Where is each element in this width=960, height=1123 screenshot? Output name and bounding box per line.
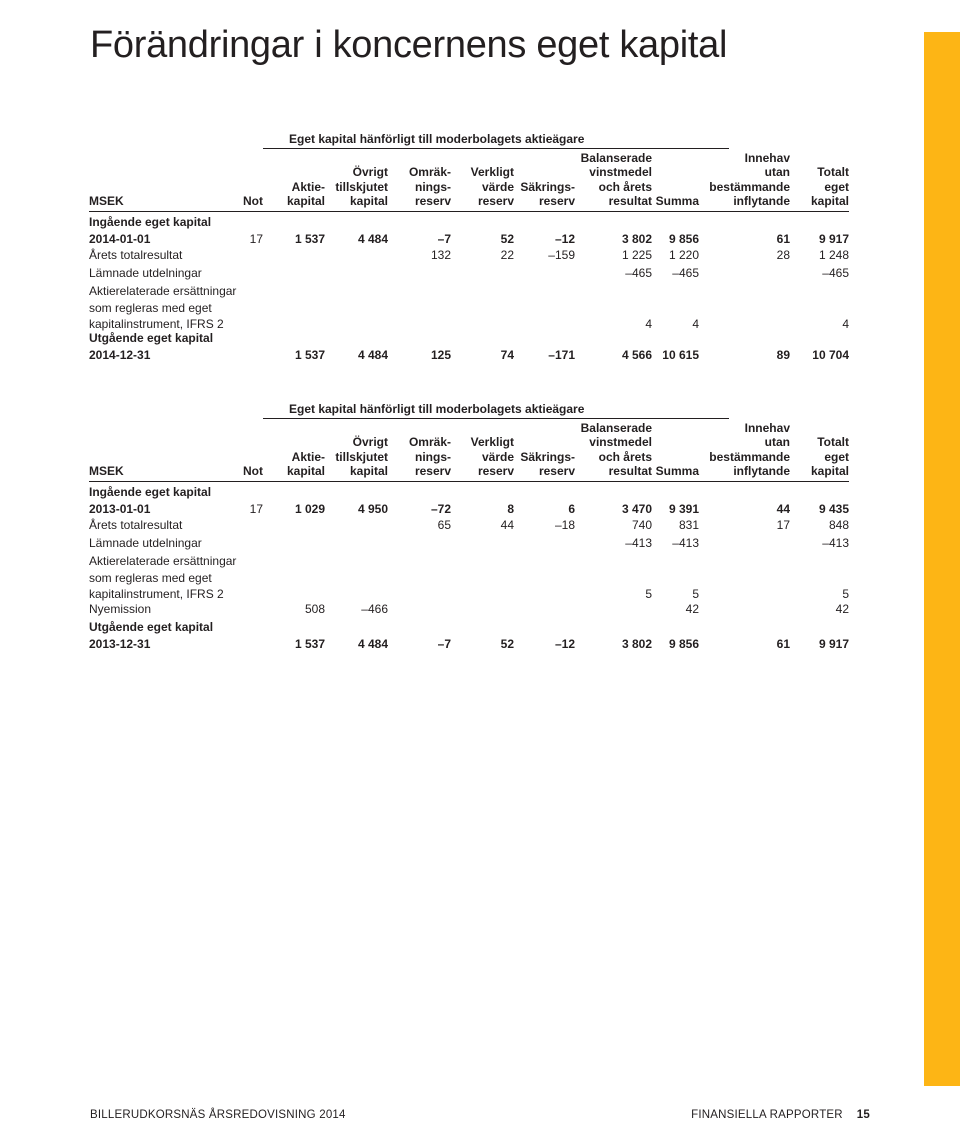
table-cell-sakrings: –18 (554, 518, 575, 532)
table-cell-verkligt: 52 (500, 636, 514, 651)
column-header-aktie: Aktie- (291, 179, 325, 194)
table-cell-balans: 3 470 (621, 501, 652, 516)
column-header-aktie: kapital (286, 194, 325, 208)
column-header-verkligt: värde (481, 179, 514, 194)
column-header-totalt: eget (824, 449, 849, 464)
footer-section (691, 1109, 870, 1121)
column-header-omrak: nings- (415, 179, 451, 194)
column-header-balans: resultat (608, 194, 652, 208)
table-cell-aktie: 1 029 (294, 501, 325, 516)
row-label: som regleras med eget (89, 570, 212, 585)
table-cell-totalt: 5 (842, 587, 849, 601)
column-header-verkligt: värde (481, 449, 514, 464)
column-header-totalt: eget (824, 179, 849, 194)
table-cell-summa: 9 856 (668, 636, 699, 651)
column-header-not: Not (243, 194, 263, 208)
column-header-not: Not (243, 464, 263, 478)
table-cell-totalt: 9 917 (818, 231, 849, 246)
column-header-sakrings: reserv (538, 464, 575, 478)
column-header-verkligt: reserv (477, 464, 514, 478)
table-cell-innehav: 44 (776, 501, 790, 516)
row-label: kapitalinstrument, IFRS 2 (89, 587, 224, 601)
table-cell-verkligt: 22 (500, 248, 514, 262)
column-header-balans: och årets (598, 179, 652, 194)
row-label: Ingående eget kapital (89, 485, 212, 499)
column-header-ovrigt: kapital (349, 464, 388, 478)
table-cell-totalt: 9 917 (818, 636, 849, 651)
table-cell-sakrings: 6 (568, 501, 575, 516)
column-header-omrak: reserv (414, 194, 451, 208)
table-cell-summa: 5 (692, 587, 699, 601)
row-label: Ingående eget kapital (89, 215, 212, 229)
table-cell-summa: 1 220 (668, 248, 699, 262)
table-cell-summa: 42 (685, 602, 699, 616)
column-header-innehav: inflytande (733, 194, 790, 208)
column-header-balans: Balanserade (580, 420, 652, 435)
column-header-omrak: Omräk- (408, 165, 451, 179)
column-header-innehav: Innehav (744, 420, 790, 435)
table-cell-omrak: –7 (437, 636, 451, 651)
table-cell-ovrigt: 4 484 (357, 636, 388, 651)
row-label: Utgående eget kapital (89, 620, 214, 634)
column-header-innehav: inflytande (733, 464, 790, 478)
column-header-verkligt: Verkligt (470, 165, 514, 179)
column-header-sakrings: Säkrings- (520, 449, 575, 464)
column-header-balans: vinstmedel (589, 165, 652, 179)
column-header-balans: resultat (608, 464, 652, 478)
table-cell-aktie: 1 537 (294, 636, 325, 651)
table-cell-totalt: 1 248 (818, 248, 849, 262)
table-cell-aktie: 508 (304, 602, 325, 616)
row-label: Utgående eget kapital (89, 331, 214, 345)
table-cell-summa: 9 856 (668, 231, 699, 246)
table-cell-totalt: 848 (828, 518, 849, 532)
table-cell-verkligt: 52 (500, 231, 514, 246)
column-header-verkligt: reserv (477, 194, 514, 208)
table-cell-totalt: –413 (822, 536, 849, 550)
column-header-totalt: Totalt (817, 435, 849, 449)
table-cell-innehav: 17 (776, 518, 790, 532)
column-header-innehav: bestämmande (709, 449, 790, 464)
table-cell-balans: 4 566 (621, 347, 652, 362)
column-header-sakrings: Säkrings- (520, 179, 575, 194)
group-header-rule (263, 148, 729, 149)
table-cell-aktie: 1 537 (294, 347, 325, 362)
equity-table-2013 (89, 402, 849, 652)
table-cell-ovrigt: 4 484 (357, 347, 388, 362)
header-rule (89, 481, 849, 482)
column-header-aktie: Aktie- (291, 449, 325, 464)
row-label: Årets totalresultat (89, 248, 183, 262)
row-label: Aktierelaterade ersättningar (89, 554, 237, 568)
column-header-omrak: Omräk- (408, 435, 451, 449)
column-header-verkligt: Verkligt (470, 435, 514, 449)
column-header-msek: MSEK (89, 464, 124, 478)
row-label: Årets totalresultat (89, 518, 183, 532)
table-cell-totalt: –465 (822, 266, 849, 280)
column-header-ovrigt: kapital (349, 194, 388, 208)
table-cell-innehav: 89 (776, 347, 790, 362)
table-cell-verkligt: 74 (500, 347, 514, 362)
row-label: som regleras med eget (89, 300, 212, 315)
column-header-omrak: reserv (414, 464, 451, 478)
accent-sidebar (924, 32, 960, 1086)
table-cell-summa: 9 391 (668, 501, 699, 516)
table-cell-balans: 1 225 (621, 248, 652, 262)
column-header-balans: Balanserade (580, 150, 652, 165)
column-header-balans: och årets (598, 449, 652, 464)
table-cell-ovrigt: 4 950 (357, 501, 388, 516)
table-cell-balans: 4 (645, 317, 652, 331)
column-header-aktie: kapital (286, 464, 325, 478)
table-cell-sakrings: –159 (548, 248, 575, 262)
column-header-balans: vinstmedel (589, 435, 652, 449)
column-header-ovrigt: Övrigt (352, 165, 388, 179)
row-label: Aktierelaterade ersättningar (89, 284, 237, 298)
column-header-summa: Summa (655, 194, 699, 208)
column-header-ovrigt: Övrigt (352, 435, 388, 449)
table-cell-summa: –465 (672, 266, 699, 280)
table-cell-balans: 3 802 (621, 636, 652, 651)
row-label: Lämnade utdelningar (89, 536, 202, 550)
page-title: Förändringar i koncernens eget kapital (90, 24, 728, 66)
group-header: Eget kapital hänförligt till moderbolagets aktieägare (289, 132, 585, 146)
row-label: 2014-01-01 (89, 231, 151, 246)
footer-report-name: BILLERUDKORSNÄS ÅRSREDOVISNING 2014 (90, 1109, 346, 1121)
row-label: Lämnade utdelningar (89, 266, 202, 280)
header-rule (89, 211, 849, 212)
table-cell-ovrigt: –466 (361, 602, 388, 616)
table-cell-sakrings: –12 (554, 636, 575, 651)
table-cell-balans: –465 (625, 266, 652, 280)
column-header-ovrigt: tillskjutet (335, 449, 388, 464)
footer-section-label: FINANSIELLA RAPPORTER (691, 1109, 843, 1121)
row-label: kapitalinstrument, IFRS 2 (89, 317, 224, 331)
table-cell-omrak: 132 (430, 248, 451, 262)
table-cell-totalt: 9 435 (818, 501, 849, 516)
table-cell-summa: 831 (678, 518, 699, 532)
table-cell-totalt: 4 (842, 317, 849, 331)
column-header-sakrings: reserv (538, 194, 575, 208)
table-cell-innehav: 28 (776, 248, 790, 262)
table-cell-summa: 4 (692, 317, 699, 331)
table-cell-aktie: 1 537 (294, 231, 325, 246)
column-header-omrak: nings- (415, 449, 451, 464)
row-label: 2014-12-31 (89, 347, 151, 362)
table-cell-totalt: 42 (835, 602, 849, 616)
table-cell-sakrings: –12 (554, 231, 575, 246)
table-cell-innehav: 61 (776, 231, 790, 246)
table-cell-innehav: 61 (776, 636, 790, 651)
column-header-totalt: kapital (810, 194, 849, 208)
column-header-ovrigt: tillskjutet (335, 179, 388, 194)
table-cell-summa: –413 (672, 536, 699, 550)
group-header-rule (263, 418, 729, 419)
column-header-innehav: utan (764, 435, 790, 449)
page-number: 15 (856, 1109, 870, 1121)
table-cell-totalt: 10 704 (812, 347, 849, 362)
column-header-totalt: Totalt (817, 165, 849, 179)
table-cell-not: 17 (249, 231, 263, 246)
table-cell-verkligt: 8 (507, 501, 514, 516)
table-cell-sakrings: –171 (548, 347, 575, 362)
column-header-innehav: Innehav (744, 150, 790, 165)
equity-table-2014 (89, 132, 849, 367)
column-header-innehav: utan (764, 165, 790, 179)
row-label: Nyemission (89, 602, 152, 616)
row-label: 2013-12-31 (89, 636, 151, 651)
table-cell-omrak: –72 (430, 501, 451, 516)
table-cell-balans: 3 802 (621, 231, 652, 246)
column-header-msek: MSEK (89, 194, 124, 208)
table-cell-ovrigt: 4 484 (357, 231, 388, 246)
table-cell-not: 17 (249, 501, 263, 516)
row-label: 2013-01-01 (89, 501, 151, 516)
table-cell-omrak: –7 (437, 231, 451, 246)
group-header: Eget kapital hänförligt till moderbolagets aktieägare (289, 402, 585, 416)
column-header-summa: Summa (655, 464, 699, 478)
table-cell-verkligt: 44 (500, 518, 514, 532)
table-cell-balans: 740 (631, 518, 652, 532)
column-header-innehav: bestämmande (709, 179, 790, 194)
column-header-totalt: kapital (810, 464, 849, 478)
table-cell-balans: 5 (645, 587, 652, 601)
table-cell-omrak: 125 (430, 347, 451, 362)
table-cell-omrak: 65 (437, 518, 451, 532)
table-cell-summa: 10 615 (662, 347, 699, 362)
table-cell-balans: –413 (625, 536, 652, 550)
